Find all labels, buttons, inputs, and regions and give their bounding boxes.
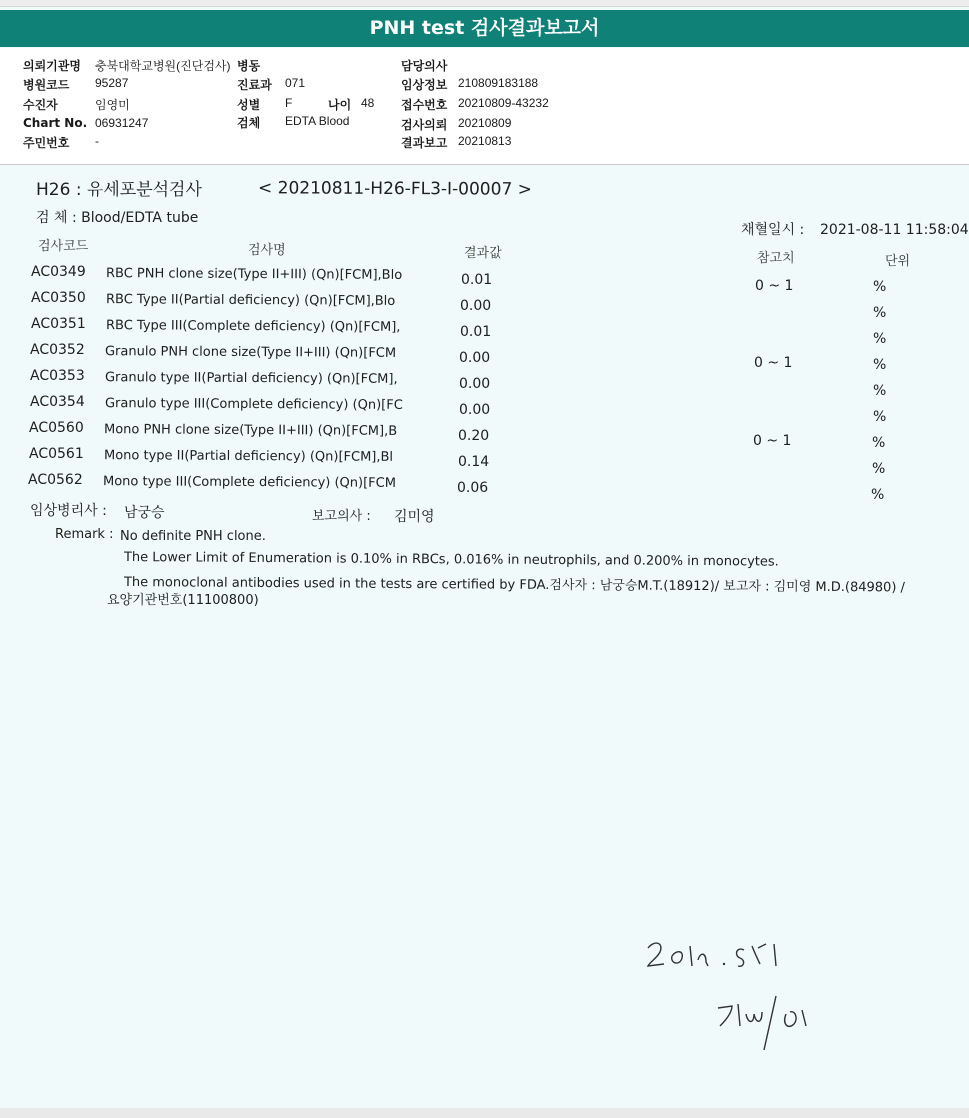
row-result: 0.00 (459, 376, 491, 392)
row-unit: % (873, 305, 887, 321)
row-result: 0.20 (458, 428, 490, 444)
collect-label: 채혈일시 : (741, 222, 805, 238)
row-result: 0.01 (460, 324, 492, 340)
tech-label: 임상병리사 : (30, 503, 107, 519)
row-code: AC0562 (28, 472, 83, 488)
row-result: 0.00 (459, 402, 491, 418)
row-result: 0.00 (460, 298, 492, 314)
row-result: 0.01 (461, 272, 493, 288)
row-code: AC0353 (30, 368, 85, 384)
dept-label: 진료과 (237, 78, 272, 92)
report-date-label: 결과보고 (401, 136, 448, 150)
row-unit: % (872, 461, 886, 477)
remark-line-2: The Lower Limit of Enumeration is 0.10% in RBCs, 0.016% in neutrophils, and 0.200% in monocytes. (123, 550, 779, 570)
patient-label: 수진자 (23, 98, 58, 112)
sex-value: F (285, 96, 293, 110)
report-header (0, 48, 969, 165)
chart-value: 06931247 (95, 116, 149, 130)
col-result: 결과값 (464, 246, 502, 261)
resident-label: 주민번호 (23, 136, 70, 150)
top-border (0, 0, 969, 7)
report-doctor-value: 김미영 (394, 509, 435, 525)
clinical-value: 210809183188 (458, 76, 539, 90)
col-code: 검사코드 (38, 239, 89, 254)
handwritten-date (640, 930, 800, 980)
patient-value: 임영미 (95, 98, 130, 112)
hospcode-value: 95287 (95, 76, 129, 90)
row-result: 0.00 (459, 350, 491, 366)
chart-label: Chart No. (23, 116, 88, 130)
row-unit: % (873, 331, 887, 347)
request-label: 검사의뢰 (401, 118, 448, 132)
row-name: RBC Type III(Complete deficiency) (Qn)[FCM], (105, 318, 401, 335)
bottom-border (0, 1108, 969, 1118)
specimen-value: EDTA Blood (285, 114, 350, 128)
remark-line-1: No definite PNH clone. (120, 529, 266, 544)
age-value: 48 (361, 96, 375, 110)
row-name: RBC Type II(Partial deficiency) (Qn)[FCM],Blo (105, 292, 396, 309)
receipt-label: 접수번호 (401, 98, 448, 112)
row-result: 0.14 (458, 454, 490, 470)
row-code: AC0560 (29, 420, 84, 436)
specimen-line: 검 체 : Blood/EDTA tube (36, 210, 199, 226)
org-value: 충북대학교병원(진단검사) (95, 59, 231, 73)
row-result: 0.06 (457, 480, 489, 496)
row-unit: % (871, 487, 885, 503)
report-id: < 20210811-H26-FL3-I-00007 > (257, 178, 532, 200)
remark-line-3: The monoclonal antibodies used in the tests are certified by FDA.검사자 : 남궁승M.T.(18912)/ 보고자 : 김미영 M.D.(84980) / (123, 575, 905, 596)
doctor-label: 담당의사 (401, 59, 448, 73)
tech-value: 남궁승 (124, 505, 165, 521)
collect-value: 2021-08-11 11:58:04 (820, 222, 969, 238)
row-name: Mono type II(Partial deficiency) (Qn)[FCM],Bl (103, 448, 394, 465)
row-ref: 0 ~ 1 (754, 355, 793, 371)
signature-image (710, 990, 830, 1060)
remark-line-4: 요양기관번호(11100800) (107, 593, 259, 608)
row-code: AC0354 (30, 394, 85, 410)
row-ref: 0 ~ 1 (753, 433, 792, 449)
report-title: PNH test 검사결과보고서 (0, 10, 969, 47)
row-ref: 0 ~ 1 (755, 278, 794, 294)
row-name: Mono type III(Complete deficiency) (Qn)[FCM (102, 474, 397, 491)
row-code: AC0351 (31, 316, 86, 332)
specimen-label: 검체 (237, 116, 261, 130)
clinical-label: 임상정보 (401, 78, 448, 92)
remark-label: Remark : (55, 527, 114, 542)
row-unit: % (873, 357, 887, 373)
row-code: AC0349 (31, 264, 86, 280)
row-unit: % (872, 435, 886, 451)
row-unit: % (873, 409, 887, 425)
dept-value: 071 (285, 76, 306, 90)
section-code: H26 : 유세포분석검사 (36, 180, 202, 200)
row-name: Granulo type II(Partial deficiency) (Qn)[FCM], (104, 370, 398, 387)
sex-label: 성별 (237, 98, 261, 112)
receipt-value: 20210809-43232 (458, 96, 549, 110)
org-label: 의뢰기관명 (23, 59, 81, 73)
row-name: Granulo type III(Complete deficiency) (Qn)[FC (104, 396, 403, 413)
age-label: 나이 (328, 98, 352, 112)
row-code: AC0561 (29, 446, 84, 462)
col-ref: 참고치 (757, 251, 795, 266)
row-name: RBC PNH clone size(Type II+III) (Qn)[FCM],Blo (105, 266, 403, 283)
report-date-value: 20210813 (458, 134, 512, 148)
row-name: Granulo PNH clone size(Type II+III) (Qn)[FCM (104, 344, 397, 361)
row-unit: % (873, 383, 887, 399)
col-unit: 단위 (885, 254, 911, 269)
hospcode-label: 병원코드 (23, 78, 70, 92)
row-code: AC0352 (30, 342, 85, 358)
col-name: 검사명 (248, 243, 286, 258)
row-unit: % (873, 279, 887, 295)
ward-label: 병동 (237, 59, 261, 73)
report-doctor-label: 보고의사 : (312, 509, 371, 524)
row-name: Mono PNH clone size(Type II+III) (Qn)[FCM],B (103, 422, 398, 439)
row-code: AC0350 (31, 290, 86, 306)
resident-value: - (95, 134, 99, 148)
request-value: 20210809 (458, 116, 512, 130)
